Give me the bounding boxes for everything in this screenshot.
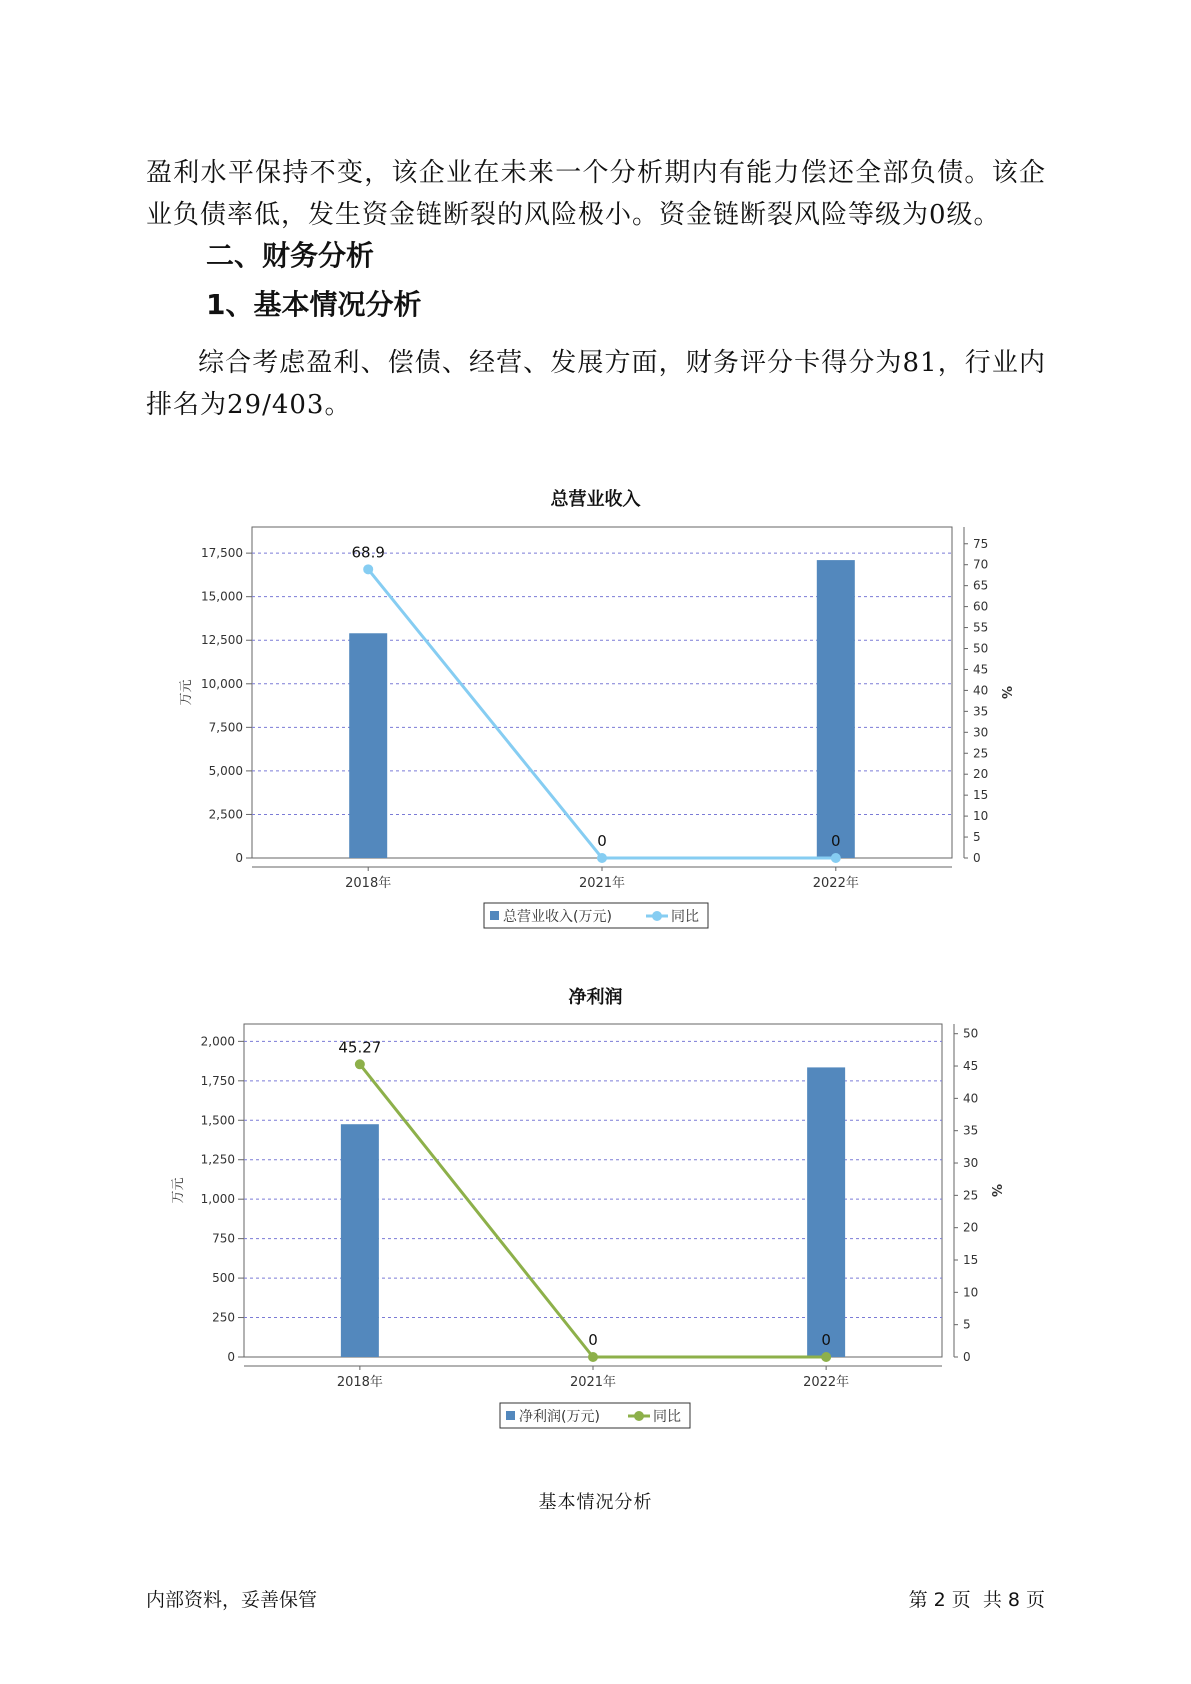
y-tick-label: 250	[212, 1310, 235, 1325]
x-tick-label: 2018年	[345, 876, 392, 891]
yoy-data-label: 0	[821, 1331, 831, 1349]
bar-2018年	[341, 1124, 379, 1357]
yoy-point-2022年	[821, 1352, 831, 1362]
yoy-data-label: 0	[831, 832, 841, 850]
right-tick-label: 65	[973, 578, 989, 593]
right-tick-label: 55	[973, 620, 989, 635]
legend-swatch-marker	[634, 1411, 644, 1421]
revenue-chart	[0, 500, 1191, 940]
y-tick-label: 1,500	[200, 1113, 235, 1128]
right-tick-label: 20	[963, 1220, 979, 1235]
y-tick-label: 0	[227, 1350, 235, 1364]
right-tick-label: 40	[973, 683, 989, 698]
x-tick-label: 2018年	[336, 1375, 383, 1390]
right-tick-label: 15	[963, 1253, 979, 1268]
y-tick-label: 750	[212, 1231, 235, 1246]
legend-swatch-bar	[506, 1411, 515, 1420]
bar-2018年	[349, 633, 387, 858]
y-tick-label: 1,750	[200, 1073, 235, 1088]
legend-swatch-bar	[490, 911, 499, 920]
bar-2022年	[807, 1067, 845, 1357]
net-profit-chart	[0, 1000, 1191, 1440]
right-tick-label: 70	[973, 557, 989, 572]
bar-2022年	[817, 560, 855, 858]
y-axis-title: 万元	[179, 679, 194, 706]
right-tick-label: 45	[963, 1059, 979, 1074]
right-tick-label: 5	[963, 1317, 971, 1332]
legend-label-line: 同比	[671, 909, 699, 925]
chart-title-net-profit: 净利润	[568, 987, 623, 1008]
legend-label-line: 同比	[653, 1409, 681, 1425]
yoy-data-label: 0	[588, 1331, 598, 1349]
y-tick-label: 17,500	[201, 546, 243, 561]
yoy-data-label: 68.9	[351, 543, 385, 562]
right-tick-label: 30	[973, 725, 989, 740]
right-tick-label: 40	[963, 1091, 979, 1106]
y-tick-label: 500	[212, 1271, 235, 1286]
y-axis-title: 万元	[171, 1177, 186, 1204]
y-tick-label: 0	[235, 851, 243, 865]
x-tick-label: 2021年	[569, 1375, 617, 1390]
yoy-data-label: 45.27	[338, 1038, 382, 1057]
footer-confidential-note: 内部资料，妥善保管	[146, 1589, 318, 1611]
paragraph-risk-summary: 盈利水平保持不变，该企业在未来一个分析期内有能力偿还全部负债。该企业负债率低，发生资金链断裂的风险极小。资金链断裂风险等级为0级。	[146, 158, 1046, 230]
y-tick-label: 10,000	[201, 676, 243, 691]
figure-caption: 基本情况分析	[538, 1492, 653, 1513]
legend-label-bar: 净利润(万元)	[519, 1409, 600, 1425]
legend-label-bar: 总营业收入(万元)	[503, 909, 612, 925]
right-tick-label: 5	[973, 830, 981, 845]
y-tick-label: 1,000	[200, 1192, 235, 1207]
right-tick-label: 20	[973, 767, 989, 782]
right-tick-label: 25	[973, 746, 989, 761]
right-tick-label: 35	[973, 704, 989, 719]
right-tick-label: 25	[963, 1188, 979, 1203]
right-tick-label: 10	[973, 809, 989, 824]
y-tick-label: 1,250	[200, 1152, 235, 1167]
section-heading: 二、财务分析	[206, 239, 375, 272]
x-tick-label: 2022年	[812, 876, 859, 891]
y-tick-label: 2,000	[200, 1034, 235, 1049]
yoy-point-2021年	[597, 853, 607, 863]
right-tick-label: 0	[963, 1350, 971, 1364]
y-tick-label: 15,000	[201, 589, 243, 604]
legend-swatch-marker	[652, 911, 662, 921]
right-tick-label: 0	[973, 851, 981, 865]
x-tick-label: 2021年	[578, 876, 626, 891]
footer-page-number: 第 2 页 共 8 页	[908, 1589, 1045, 1611]
right-tick-label: 60	[973, 599, 989, 614]
yoy-point-2018年	[355, 1059, 365, 1069]
yoy-point-2021年	[588, 1352, 598, 1362]
yoy-data-label: 0	[597, 832, 607, 850]
y-tick-label: 2,500	[208, 807, 243, 822]
y-tick-label: 7,500	[208, 720, 243, 735]
right-axis-title: %	[988, 1183, 1003, 1198]
subsection-heading: 1、基本情况分析	[206, 288, 422, 321]
right-tick-label: 75	[973, 536, 989, 551]
right-tick-label: 35	[963, 1123, 979, 1138]
right-axis-title: %	[998, 685, 1013, 700]
yoy-point-2022年	[831, 853, 841, 863]
right-tick-label: 15	[973, 788, 989, 803]
right-tick-label: 50	[973, 641, 989, 656]
right-tick-label: 50	[963, 1026, 979, 1041]
right-tick-label: 30	[963, 1156, 979, 1171]
chart-title-revenue: 总营业收入	[550, 489, 641, 510]
y-tick-label: 5,000	[208, 763, 243, 778]
right-tick-label: 45	[973, 662, 989, 677]
right-tick-label: 10	[963, 1285, 979, 1300]
paragraph-score-summary: 综合考虑盈利、偿债、经营、发展方面，财务评分卡得分为81，行业内排名为29/403。	[146, 348, 1046, 420]
yoy-point-2018年	[363, 564, 373, 574]
y-tick-label: 12,500	[201, 633, 243, 648]
x-tick-label: 2022年	[803, 1375, 850, 1390]
